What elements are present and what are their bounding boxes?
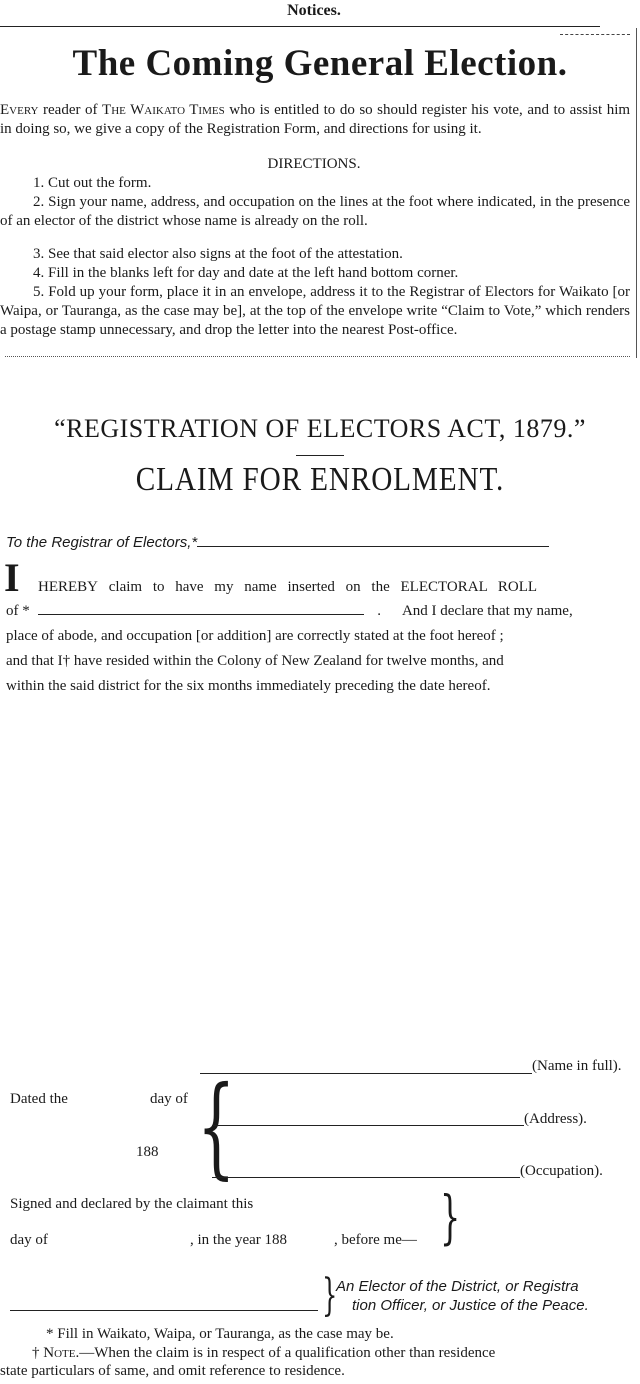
signature-brace: { <box>197 1062 236 1190</box>
witness-line-1: An Elector of the District, or Registra <box>336 1278 579 1295</box>
address-line[interactable] <box>212 1125 524 1126</box>
occupation-label: (Occupation). <box>520 1163 603 1179</box>
to-registrar-line <box>6 533 549 553</box>
intro-lead: Every <box>0 102 39 118</box>
act-title: “REGISTRATION OF ELECTORS ACT, 1879.” <box>54 414 586 443</box>
claim-declare: And I declare that my name, <box>401 603 573 619</box>
declaration-brace: } <box>440 1183 461 1251</box>
footnote-note-label: † Note. <box>32 1345 80 1361</box>
notice-intro <box>0 101 630 139</box>
electoral-roll: ELECTORAL ROLL <box>400 579 538 595</box>
intro-rest: who is entitled to do so should register his vote, and to assist him in doing so, we give a copy of the Registration Form, and directions for using it. <box>0 102 631 137</box>
direction-3: 3. See that said elector also signs at the foot of the attestation. <box>33 246 403 262</box>
direction-2: 2. Sign your name, address, and occupation on the lines at the foot where indicated, in the presence of an elector of the district whose name is already on the roll. <box>0 194 630 229</box>
footnote-star: * Fill in Waikato, Waipa, or Tauranga, as the case may be. <box>46 1326 394 1342</box>
claim-line-1 <box>38 578 636 597</box>
year-label: 188 <box>136 1144 159 1160</box>
claim-district-blank[interactable] <box>38 614 364 615</box>
section-header: Notices. <box>287 2 341 19</box>
claim-line-5: within the said district for the six months immediately preceding the date hereof. <box>6 678 491 694</box>
witness-brace: } <box>322 1270 338 1321</box>
footnote-note-text: —When the claim is in respect of a qualification other than residence <box>79 1345 496 1361</box>
occupation-line[interactable] <box>212 1177 520 1178</box>
witness-signature-line[interactable] <box>10 1310 318 1311</box>
intro-paper-name: The Waikato Times <box>102 102 225 118</box>
footnote-note <box>32 1344 638 1363</box>
dated-the-label: Dated the <box>10 1091 68 1107</box>
claim-hereby: HEREBY <box>38 579 98 595</box>
claim-line-4: and that I† have resided within the Colony of New Zealand for twelve months, and <box>6 653 504 669</box>
name-label: (Name in full). <box>532 1058 622 1074</box>
to-registrar-label: To the Registrar of Electors,* <box>6 534 198 551</box>
direction-4: 4. Fill in the blanks left for day and date at the left hand bottom corner. <box>33 265 459 281</box>
signed-declared-line: Signed and declared by the claimant this <box>10 1196 254 1212</box>
notice-title: The Coming General Election. <box>72 43 568 84</box>
claim-line-3: place of abode, and occupation [or addition] are correctly stated at the foot hereof ; <box>6 628 504 644</box>
header-rule <box>0 26 600 27</box>
registrar-district-blank[interactable] <box>197 546 549 547</box>
address-label: (Address). <box>524 1111 587 1127</box>
notice-end-rule <box>5 356 630 357</box>
declaration-before-me: , before me— <box>334 1232 417 1248</box>
dated-day-of-label: day of <box>150 1091 188 1107</box>
directions-heading: DIRECTIONS. <box>267 156 361 172</box>
claim-line-2: of * . And I declare that my name, <box>6 603 573 619</box>
direction-1: 1. Cut out the form. <box>33 175 152 191</box>
claim-of: of * <box>6 603 30 619</box>
claim-line-1-text: claim to have my name inserted on the <box>108 579 390 595</box>
header-rule-dashes <box>560 34 630 35</box>
claim-title: CLAIM FOR ENROLMENT. <box>135 461 505 498</box>
footnote-note-line-2: state particulars of same, and omit reference to residence. <box>0 1363 345 1379</box>
claim-dropcap: I <box>4 555 20 600</box>
name-line[interactable] <box>200 1073 532 1074</box>
direction-5: 5. Fold up your form, place it in an envelope, address it to the Registrar of Electors for Waikato [or Waipa, or Tauranga, as the case may be], at the top of the envelope write “Claim to Vote,” which renders a postage stamp unnecessary, and drop the letter into the nearest Post-office. <box>0 284 630 338</box>
witness-line-2: tion Officer, or Justice of the Peace. <box>352 1297 589 1314</box>
declaration-year: , in the year 188 <box>190 1232 288 1248</box>
declaration-day-of: day of <box>10 1232 48 1248</box>
intro-before-paper: reader of <box>43 102 98 118</box>
act-title-rule <box>296 455 344 456</box>
